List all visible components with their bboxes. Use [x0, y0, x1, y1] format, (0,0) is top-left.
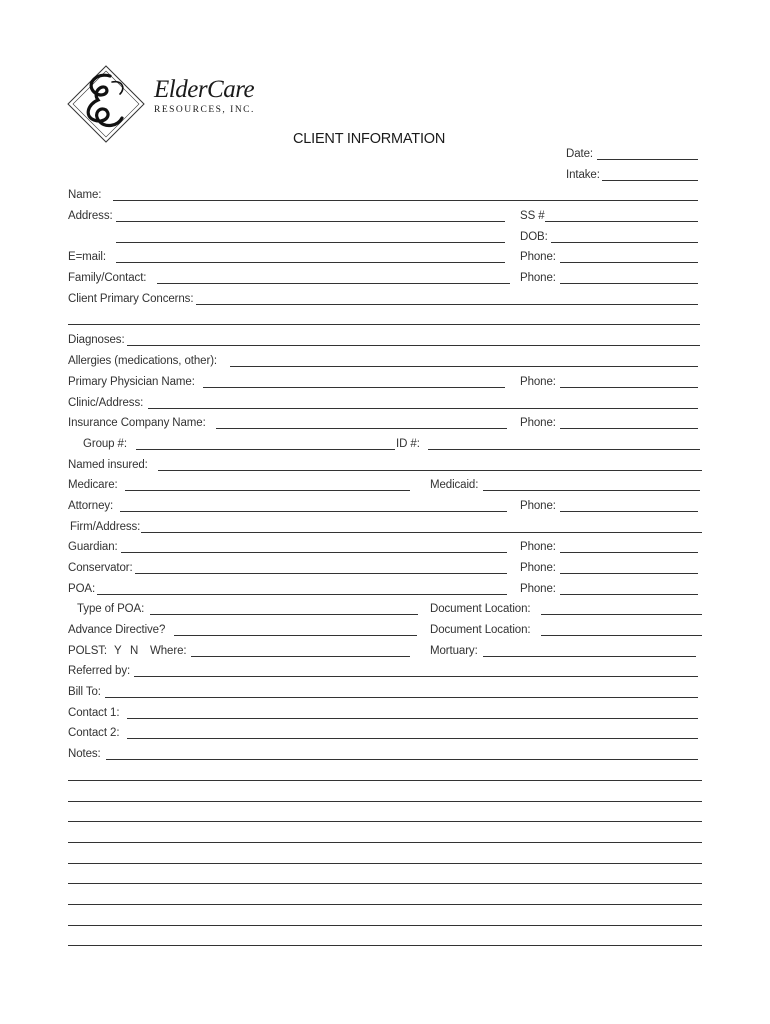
- id-field[interactable]: [428, 449, 700, 450]
- where-label: Where:: [150, 645, 187, 657]
- firm-address-label: Firm/Address:: [70, 521, 141, 533]
- notes-line-field[interactable]: [68, 863, 702, 864]
- poa-row: [0, 583, 770, 597]
- referred-by-row: [0, 665, 770, 679]
- primary-concerns-label: Client Primary Concerns:: [68, 293, 194, 305]
- conservator-label: Conservator:: [68, 562, 133, 574]
- name-field[interactable]: [113, 200, 698, 201]
- eldercare-logo: [66, 62, 266, 152]
- type-of-poa-row: [0, 603, 770, 617]
- ss-label: SS #: [520, 210, 545, 222]
- notes-label: Notes:: [68, 748, 101, 760]
- attorney-phone-field[interactable]: [560, 511, 698, 512]
- bill-to-field[interactable]: [105, 697, 698, 698]
- group-label: Group #:: [83, 438, 127, 450]
- diagnoses-row: [0, 334, 770, 348]
- poa-field[interactable]: [97, 594, 507, 595]
- advance-directive-field[interactable]: [174, 635, 417, 636]
- name-row: [0, 189, 770, 203]
- notes-line-row: [0, 893, 770, 907]
- where-field[interactable]: [191, 656, 410, 657]
- family-contact-label: Family/Contact:: [68, 272, 147, 284]
- medicaid-label: Medicaid:: [430, 479, 479, 491]
- clinic-address-field[interactable]: [148, 408, 698, 409]
- insurance-phone-label: Phone:: [520, 417, 556, 429]
- poa-phone-label: Phone:: [520, 583, 556, 595]
- polst-label: POLST:: [68, 645, 108, 657]
- address-label: Address:: [68, 210, 113, 222]
- email-field[interactable]: [116, 262, 505, 263]
- bill-to-label: Bill To:: [68, 686, 101, 698]
- date-label: Date:: [566, 148, 593, 160]
- named-insured-row: [0, 459, 770, 473]
- family-phone-label: Phone:: [520, 272, 556, 284]
- guardian-field[interactable]: [121, 552, 507, 553]
- intake-row: [0, 169, 770, 183]
- type-of-poa-field[interactable]: [150, 614, 418, 615]
- guardian-row: [0, 541, 770, 555]
- contact-1-field[interactable]: [127, 718, 698, 719]
- notes-line-row: [0, 831, 770, 845]
- firm-address-row: [0, 521, 770, 535]
- clinic-address-row: [0, 397, 770, 411]
- medicare-label: Medicare:: [68, 479, 118, 491]
- polst-row: [0, 645, 770, 659]
- allergies-field[interactable]: [230, 366, 698, 367]
- physician-phone-field[interactable]: [560, 387, 698, 388]
- notes-line-row: [0, 790, 770, 804]
- brand-name: ElderCare: [154, 76, 255, 103]
- insurance-row: [0, 417, 770, 431]
- notes-line-field[interactable]: [68, 945, 702, 946]
- diagnoses-field[interactable]: [127, 345, 700, 346]
- address-line2-row: [0, 231, 770, 245]
- allergies-label: Allergies (medications, other):: [68, 355, 218, 367]
- directive-document-location-label: Document Location:: [430, 624, 531, 636]
- guardian-label: Guardian:: [68, 541, 118, 553]
- polst-no-option[interactable]: N: [130, 645, 139, 657]
- contact-1-label: Contact 1:: [68, 707, 120, 719]
- attorney-phone-label: Phone:: [520, 500, 556, 512]
- directive-document-location-field[interactable]: [541, 635, 702, 636]
- primary-concerns-row: [0, 293, 770, 307]
- contact-2-row: [0, 727, 770, 741]
- group-id-row: [0, 438, 770, 452]
- primary-concerns-line2-row: [0, 313, 770, 327]
- insurance-company-field[interactable]: [216, 428, 507, 429]
- attorney-label: Attorney:: [68, 500, 114, 512]
- guardian-phone-label: Phone:: [520, 541, 556, 553]
- poa-label: POA:: [68, 583, 96, 595]
- medicare-field[interactable]: [125, 490, 410, 491]
- email-label: E=mail:: [68, 251, 106, 263]
- notes-line-field[interactable]: [68, 780, 702, 781]
- phone-field[interactable]: [560, 262, 698, 263]
- mortuary-field[interactable]: [483, 656, 696, 657]
- bill-to-row: [0, 686, 770, 700]
- primary-concerns-field[interactable]: [196, 304, 698, 305]
- medicare-row: [0, 479, 770, 493]
- advance-directive-row: [0, 624, 770, 638]
- family-contact-field[interactable]: [157, 283, 510, 284]
- insurance-company-label: Insurance Company Name:: [68, 417, 206, 429]
- family-contact-row: [0, 272, 770, 286]
- logo-emblem-icon: [66, 62, 156, 152]
- contact-1-row: [0, 707, 770, 721]
- date-field[interactable]: [597, 159, 698, 160]
- notes-line-field[interactable]: [68, 904, 702, 905]
- attorney-field[interactable]: [120, 511, 507, 512]
- dob-label: DOB:: [520, 231, 548, 243]
- poa-document-location-label: Document Location:: [430, 603, 531, 615]
- medicaid-field[interactable]: [483, 490, 700, 491]
- family-phone-field[interactable]: [560, 283, 698, 284]
- named-insured-label: Named insured:: [68, 459, 148, 471]
- clinic-address-label: Clinic/Address:: [68, 397, 144, 409]
- notes-line-row: [0, 872, 770, 886]
- allergies-row: [0, 355, 770, 369]
- conservator-row: [0, 562, 770, 576]
- phone-label: Phone:: [520, 251, 556, 263]
- advance-directive-label: Advance Directive?: [68, 624, 166, 636]
- notes-line-field[interactable]: [68, 821, 702, 822]
- notes-row: [0, 748, 770, 762]
- address-row: [0, 210, 770, 224]
- group-field[interactable]: [136, 449, 395, 450]
- email-row: [0, 251, 770, 265]
- address-line2-field[interactable]: [116, 242, 505, 243]
- primary-physician-label: Primary Physician Name:: [68, 376, 195, 388]
- notes-line-row: [0, 810, 770, 824]
- polst-yes-option[interactable]: Y: [114, 645, 122, 657]
- insurance-phone-field[interactable]: [560, 428, 698, 429]
- conservator-phone-field[interactable]: [560, 573, 698, 574]
- primary-physician-row: [0, 376, 770, 390]
- notes-line-field[interactable]: [68, 925, 702, 926]
- ss-field[interactable]: [545, 221, 698, 222]
- address-field[interactable]: [116, 221, 505, 222]
- name-label: Name:: [68, 189, 102, 201]
- type-of-poa-label: Type of POA:: [77, 603, 145, 615]
- intake-label: Intake:: [566, 169, 600, 181]
- referred-by-label: Referred by:: [68, 665, 131, 677]
- dob-field[interactable]: [551, 242, 698, 243]
- mortuary-label: Mortuary:: [430, 645, 478, 657]
- firm-address-field[interactable]: [141, 532, 702, 533]
- notes-field[interactable]: [106, 759, 698, 760]
- notes-line-field[interactable]: [68, 801, 702, 802]
- notes-line-row: [0, 934, 770, 948]
- conservator-phone-label: Phone:: [520, 562, 556, 574]
- intake-field[interactable]: [602, 180, 698, 181]
- id-label: ID #:: [396, 438, 420, 450]
- conservator-field[interactable]: [135, 573, 507, 574]
- primary-concerns-line2-field[interactable]: [68, 324, 700, 325]
- named-insured-field[interactable]: [158, 470, 702, 471]
- notes-line-field[interactable]: [68, 842, 702, 843]
- diagnoses-label: Diagnoses:: [68, 334, 125, 346]
- primary-physician-field[interactable]: [203, 387, 505, 388]
- poa-document-location-field[interactable]: [541, 614, 702, 615]
- form-title: CLIENT INFORMATION: [293, 131, 446, 147]
- notes-line-field[interactable]: [68, 883, 702, 884]
- referred-by-field[interactable]: [134, 676, 698, 677]
- physician-phone-label: Phone:: [520, 376, 556, 388]
- notes-line-row: [0, 769, 770, 783]
- guardian-phone-field[interactable]: [560, 552, 698, 553]
- contact-2-field[interactable]: [127, 738, 698, 739]
- attorney-row: [0, 500, 770, 514]
- date-row: [0, 148, 770, 162]
- contact-2-label: Contact 2:: [68, 727, 120, 739]
- brand-subtitle: RESOURCES, INC.: [154, 105, 255, 115]
- notes-line-row: [0, 914, 770, 928]
- notes-line-row: [0, 852, 770, 866]
- poa-phone-field[interactable]: [560, 594, 698, 595]
